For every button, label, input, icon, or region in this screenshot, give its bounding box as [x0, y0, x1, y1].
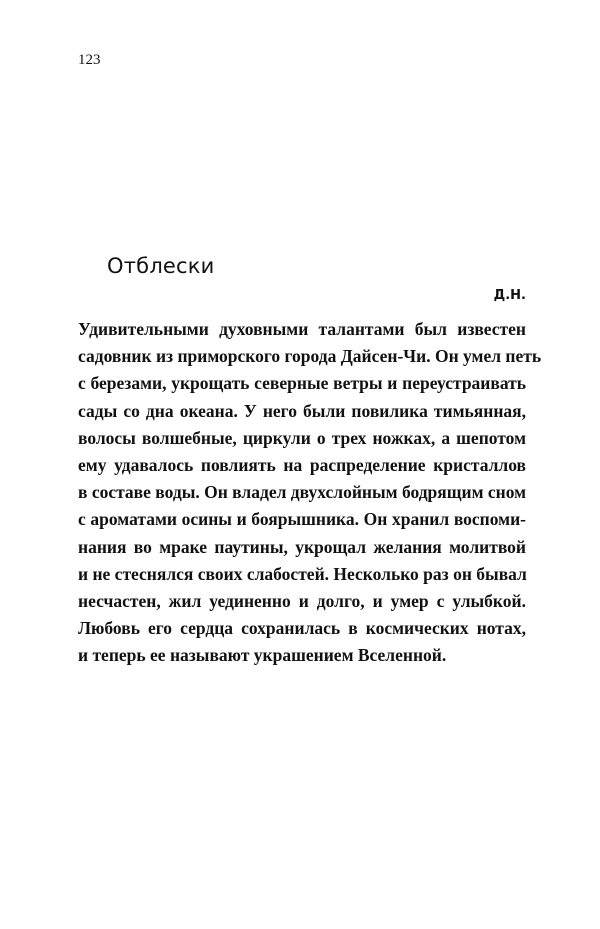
text-line: в составе воды. Он владел двухслойным бодрящим сном [78, 482, 527, 503]
chapter-title: Отблески [107, 254, 215, 278]
text-line: несчастен, жил уединенно и долго, и умер с улыбкой. [78, 590, 526, 611]
text-line: волосы волшебные, циркули о трех ножках, а шепотом [78, 427, 526, 448]
page-number: 123 [78, 52, 101, 68]
text-line: с ароматами осины и боярышника. Он хранил воспоми- [78, 509, 526, 530]
author-initials: Д.Н. [493, 288, 526, 303]
text-line: нания во мраке паутины, укрощал желания молитвой [78, 536, 526, 557]
text-line: садовник из приморского города Дайсен-Чи. Он умел петь [78, 346, 542, 367]
body-paragraph [78, 316, 542, 669]
text-line: сады со дна океана. У него были повилика тимьянная, [78, 400, 526, 421]
text-line: с березами, укрощать северные ветры и переустраивать [78, 373, 526, 394]
text-line: и не стеснялся своих слабостей. Несколько раз он бывал [78, 563, 527, 584]
text-line: ему удавалось повлиять на распределение кристаллов [78, 454, 526, 475]
text-line: Любовь его сердца сохранилась в космических нотах, [78, 618, 526, 639]
text-line: и теперь ее называют украшением Вселенной. [78, 645, 447, 666]
text-line: Удивительными духовными талантами был известен [78, 319, 526, 339]
